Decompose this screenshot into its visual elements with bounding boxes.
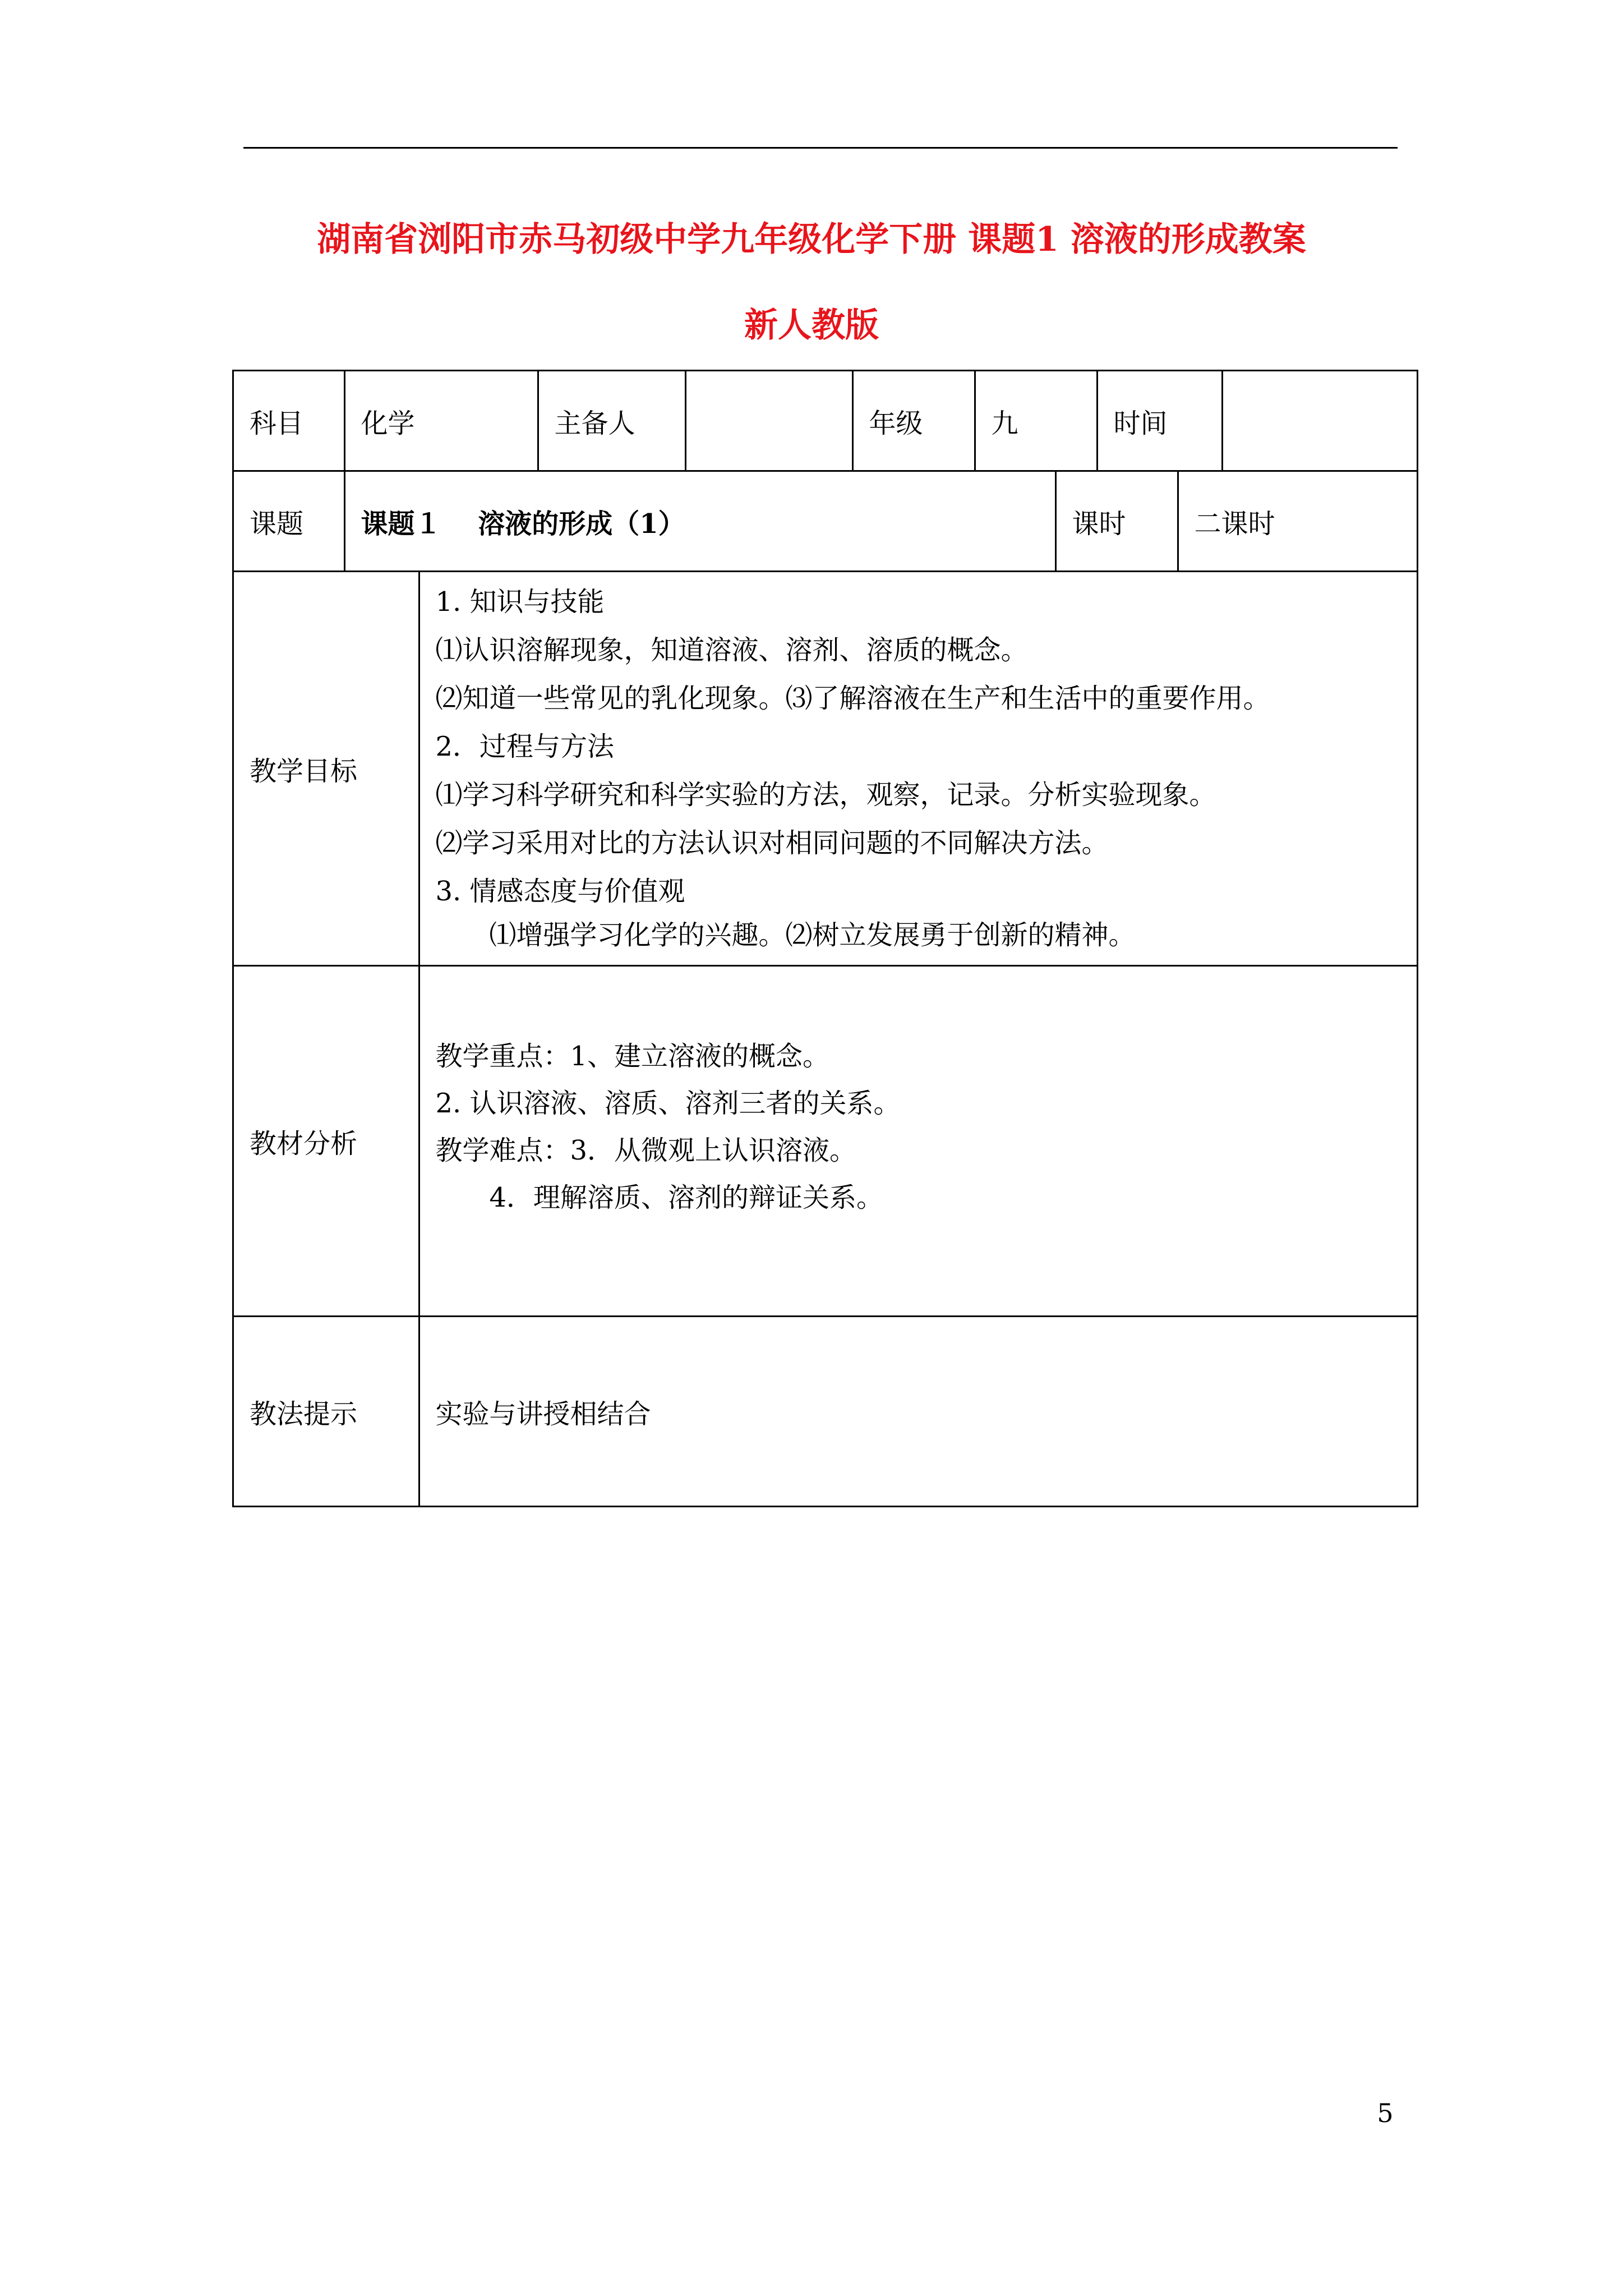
objectives-label: 教学目标 — [250, 755, 358, 787]
method-label: 教法提示 — [250, 1398, 358, 1430]
objective-line: 2．过程与方法 — [435, 731, 615, 762]
page-number: 5 — [1377, 2098, 1394, 2128]
grade-value: 九 — [991, 407, 1018, 439]
table-row-subject — [233, 371, 1418, 471]
time-label: 时间 — [1113, 407, 1168, 439]
table-row-objectives — [233, 572, 1418, 966]
analysis-content — [420, 967, 1418, 1221]
preparer-label: 主备人 — [554, 407, 635, 439]
objective-line: 1. 知识与技能 — [435, 586, 605, 618]
method-value: 实验与讲授相结合 — [435, 1398, 651, 1430]
objectives-content — [420, 572, 1418, 955]
analysis-line: 4．理解溶质、溶剂的辩证关系。 — [489, 1182, 884, 1213]
objective-line: ⑵学习采用对比的方法认识对相同问题的不同解决方法。 — [435, 827, 1109, 859]
analysis-line: 教学难点：3．从微观上认识溶液。 — [435, 1135, 857, 1166]
period-label: 课时 — [1072, 508, 1126, 540]
document-title-line-2: 新人教版 — [744, 306, 879, 345]
objective-line: ⑵知道一些常见的乳化现象。⑶了解溶液在生产和生活中的重要作用。 — [435, 683, 1270, 714]
grade-label: 年级 — [869, 407, 923, 439]
objective-line: ⑴增强学习化学的兴趣。⑵树立发展勇于创新的精神。 — [489, 919, 1136, 951]
objective-line: ⑴认识溶解现象，知道溶液、溶剂、溶质的概念。 — [435, 634, 1028, 666]
subject-value: 化学 — [361, 407, 415, 439]
table-row-analysis — [233, 966, 1418, 1317]
period-value: 二课时 — [1194, 508, 1275, 540]
table-row-method — [233, 1317, 1418, 1507]
topic-value: 课题１ 溶液的形成（1） — [361, 508, 685, 540]
lesson-plan-table — [232, 370, 1418, 1507]
analysis-line: 教学重点：1、建立溶液的概念。 — [435, 1041, 830, 1072]
topic-label: 课题 — [250, 508, 304, 540]
analysis-label: 教材分析 — [250, 1128, 358, 1159]
subject-label: 科目 — [250, 407, 304, 439]
objective-line: 3. 情感态度与价值观 — [435, 876, 685, 907]
document-title-line-1: 湖南省浏阳市赤马初级中学九年级化学下册 课题1 溶液的形成教案 — [317, 220, 1306, 259]
table-row-topic — [233, 471, 1418, 572]
analysis-line: 2. 认识溶液、溶质、溶剂三者的关系。 — [435, 1088, 901, 1119]
header-rule — [243, 147, 1398, 149]
objective-line: ⑴学习科学研究和科学实验的方法，观察，记录。分析实验现象。 — [435, 779, 1216, 811]
